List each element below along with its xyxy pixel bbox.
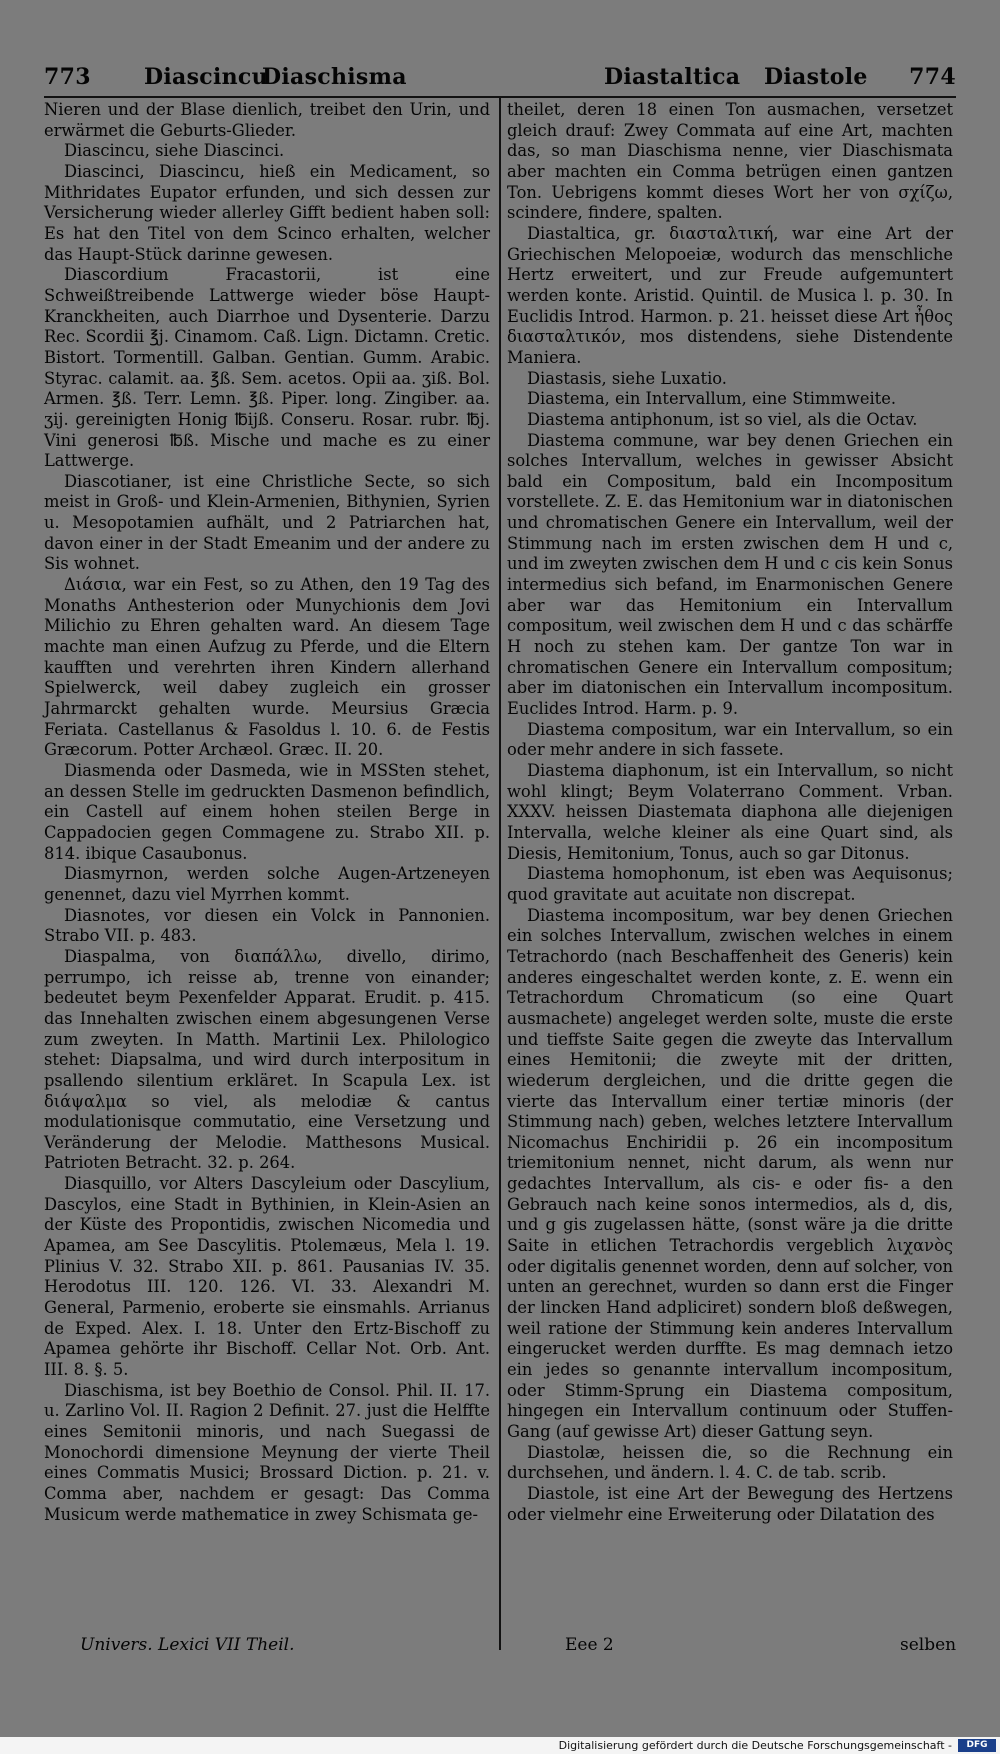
dictionary-entry: Diascordium Fracastorii, ist eine Schweißtreibende Lattwerge wieder böse Haupt-Kranckheiten, auch Diarrhoe und Dysenterie. Darzu Rec. Scordii ℥j. Cinamom. Caß. Lign. Dictamn. Cretic. Bistort. Tormentill. Galban. Gentian. Gumm. Arabic. Styrac. calamit. aa. ℥ß. Sem. acetos. Opii aa. ʒiß. Bol. Armen. ℥ß. Terr. Lemn. ℥ß. Piper. long. Zingiber. aa. ʒij. gereinigten Honig ℔ijß. Conseru. Rosar. rubr. ℔j. Vini generosi ℔ß. Mische und mache es zu einer Lattwerge.	[44, 265, 490, 471]
dictionary-entry: Diaschisma, ist bey Boethio de Consol. Phil. II. 17. u. Zarlino Vol. II. Ragion 2 Definit. 27. just die Helffte eines Semitonii minoris, und nach Suegassi de Monochordi dimensione Meynung der vierte Theil eines Commatis Musici; Brossard Diction. p. 21. v. Comma aber, nachdem er gesagt: Das Comma Musicum werde mathematice in zwey Schismata ge-	[44, 1380, 490, 1524]
dictionary-entry: Diastema incompositum, war bey denen Griechen ein solches Intervallum, zwischen welches in einem Tetrachordo (nach Beschaffenheit des Generis) kein anderes eingeschaltet werden konte, z. E. wenn ein Tetrachordum Chromaticum (so eine Quart ausmachete) angeleget werden solte, muste die erste und tieffste Saite gegen die zweyte das Intervallum eines Hemitonii; die zweyte mit der dritten, wiederum dergleichen, und die dritte gegen die vierte das Intervallum einer tertiæ minoris (der Stimmung nach) geben, welches letztere Intervallum Nicomachus Enchiridii p. 26 ein incompositum triemitonium nennet, nicht darum, als wenn nur gedachtes Intervallum, als cis- e oder fis- a den Gebrauch nach keine sonos intermedios, als d, dis, und g gis zugelassen hätte, (sonst wäre ja die dritte Saite in etlichen Tetrachordis vergeblich λιχανὸς oder digitalis genennet worden, denn auf solcher, von unten an gerechnet, wurden so dann erst die Finger der lincken Hand adpliciret) sondern bloß deßwegen, weil ratione der Stimmung kein anderes Intervallum eingerucket werden durffte. Es mag demnach ietzo ein jedes so genannte intervallum incompositum, oder Stimm-Sprung ein Diastema compositum, hingegen ein Intervallum continuum oder Stuffen-Gang (auf gewisse Art) dieser Gattung seyn.	[507, 905, 953, 1441]
left-catchword-2: Diaschisma	[262, 64, 407, 90]
right-column	[507, 100, 953, 1525]
right-page-number: 774	[909, 64, 956, 90]
dictionary-entry: Diaspalma, von διαπάλλω, divello, dirimo, perrumpo, ich reisse ab, trenne von einander; bedeutet beym Pexenfelder Apparat. Erudit. p. 415. das Innehalten zwischen einem abgesungenen Verse zum zweyten. In Matth. Martinii Lex. Philologico stehet: Diapsalma, und wird durch interpositum in psallendo silentium erkläret. In Scapula Lex. ist διάψαλμα so viel, als melodiæ & cantus modulationisque commutatio, eine Versetzung und Veränderung der Melodie. Matthesons Musical. Patrioten Betracht. 32. p. 264.	[44, 946, 490, 1173]
dictionary-entry: Diastema compositum, war ein Intervallum, so ein oder mehr andere in sich fassete.	[507, 719, 953, 760]
dictionary-entry: Diastaltica, gr. διασταλτική, war eine Art der Griechischen Melopoeiæ, wodurch das menschliche Hertz erweitert, und zur Freude aufgemuntert werden konte. Aristid. Quintil. de Musica l. p. 30. In Euclidis Introd. Harmon. p. 21. heisset diese Art ἦθος διασταλτικόν, mos distendens, siehe Distendente Maniera.	[507, 223, 953, 367]
dictionary-entry: Diascinci, Diascincu, hieß ein Medicament, so Mithridates Eupator erfunden, und sich dessen zur Versicherung wieder allerley Gifft bedient haben soll: Es hat den Titel von dem Scinco erhalten, welcher das Haupt-Stück darinne gewesen.	[44, 161, 490, 264]
right-catchword-2: Diastole	[764, 64, 868, 90]
column-divider	[499, 96, 501, 1650]
dictionary-entry: Diastema, ein Intervallum, eine Stimmweite.	[527, 389, 897, 409]
dictionary-entry: Diasquillo, vor Alters Dascyleium oder Dascylium, Dascylos, eine Stadt in Bythinien, in Klein-Asien an der Küste des Propontidis, zwischen Nicomedia und Apamea, am See Dascylitis. Ptolemæus, Mela l. 19. Plinius V. 32. Strabo XII. p. 861. Pausanias IV. 35. Herodotus III. 120. 126. VI. 33. Alexandri M. General, Parmenio, eroberte sie einsmahls. Arrianus de Exped. Alex. I. 18. Unter den Ertz-Bischoff zu Apamea gehörte ihr Bischoff. Cellar Not. Orb. Ant. III. 8. §. 5.	[44, 1174, 490, 1380]
dictionary-entry: Diastema commune, war bey denen Griechen ein solches Intervallum, welches in gewisser Absicht bald ein Compositum, bald ein Incompositum vorstellete. Z. E. das Hemitonium war in diatonischen und chromatischen Genere ein Intervallum, weil der Stimmung nach im ersten zwischen dem H und c, und im zweyten zwischen dem H und c cis kein Sonus intermedius sich befand, im Enarmonischen Genere aber war das Hemitonium ein Intervallum compositum, weil zwischen dem H und c das schärffe H noch zu stehen kam. Der gantze Ton war in chromatischen Genere ein Intervallum compositum; aber im diatonischen ein Intervallum incompositum. Euclides Introd. Harm. p. 9.	[507, 430, 953, 719]
dictionary-entry: Diastolæ, heissen die, so die Rechnung ein durchsehen, und ändern. l. 4. C. de tab. scrib.	[507, 1442, 953, 1483]
left-catchword-1: Diascincu	[144, 64, 268, 90]
dfg-logo: DFG	[958, 1739, 996, 1752]
dictionary-entry: Diastema homophonum, ist eben was Aequisonus; quod gravitate aut acuitate non discrepat.	[507, 864, 953, 904]
dictionary-entry: Diasnotes, vor diesen ein Volck in Pannonien. Strabo VII. p. 483.	[44, 905, 490, 946]
dictionary-entry: Diastema antiphonum, ist so viel, als die Octav.	[527, 409, 918, 429]
footer-credit: Digitalisierung gefördert durch die Deutsche Forschungsgemeinschaft -	[558, 1739, 952, 1752]
left-column	[44, 100, 490, 1525]
right-catchword-1: Diastaltica	[604, 64, 741, 90]
dictionary-entry: theilet, deren 18 einen Ton ausmachen, versetzet gleich drauf: Zwey Commata auf eine Art, machten das, so man Diaschisma nenne, vier Diaschismata aber machten ein Comma betrügen einen gantzen Ton. Uebrigens kommt dieses Wort her von σχίζω, scindere, findere, spalten.	[507, 100, 953, 223]
dictionary-entry: Diasmenda oder Dasmeda, wie in MSSten stehet, an dessen Stelle im gedruckten Dasmenon befindlich, ein Castell auf einem hohen steilen Berge in Cappadocien gegen Commagene zu. Strabo XII. p. 814. ibique Casaubonus.	[44, 761, 490, 863]
dictionary-entry: Διάσια, war ein Fest, so zu Athen, den 19 Tag des Monaths Anthesterion oder Munychionis dem Jovi Milichio zu Ehren gehalten ward. An diesem Tage machte man einen Aufzug zu Pferde, und die Eltern kaufften und verehrten ihren Kindern allerhand Spielwerck, weil dabey zugleich ein grosser Jahrmarckt gehalten wurde. Meursius Græcia Feriata. Castellanus & Fasoldus l. 10. 6. de Festis Græcorum. Potter Archæol. Græc. II. 20.	[44, 575, 490, 760]
catchword: selben	[900, 1635, 957, 1655]
dictionary-entry: Diascotianer, ist eine Christliche Secte, so sich meist in Groß- und Klein-Armenien, Bithynien, Syrien u. Mesopotamien aufhält, und 2 Patriarchen hat, davon einer in der Stadt Emeanim und der andere zu Sis wohnet.	[44, 471, 490, 574]
dictionary-entry: Nieren und der Blase dienlich, treibet den Urin, und erwärmet die Geburts-Glieder.	[44, 100, 490, 140]
dictionary-entry: Diastasis, siehe Luxatio.	[527, 368, 727, 388]
dictionary-entry: Diastole, ist eine Art der Bewegung des Hertzens oder vielmehr eine Erweiterung oder Dilatation des	[507, 1483, 953, 1524]
left-page-number: 773	[44, 64, 91, 90]
dictionary-entry: Diasmyrnon, werden solche Augen-Artzeneyen genennet, dazu viel Myrrhen kommt.	[44, 864, 490, 904]
signature-line: Univers. Lexici VII Theil.	[80, 1635, 295, 1655]
running-header	[44, 62, 956, 98]
dictionary-entry: Diastema diaphonum, ist ein Intervallum, so nicht wohl klingt; Beym Volaterrano Comment. Vrban. XXXV. heissen Diastemata diaphona alle diejenigen Intervalla, welche kleiner als eine Quart sind, als Diesis, Hemitonium, Tonus, auch so gar Ditonus.	[507, 761, 953, 863]
signature-mark: Eee 2	[565, 1635, 614, 1655]
dictionary-entry: Diascincu, siehe Diascinci.	[64, 141, 285, 161]
